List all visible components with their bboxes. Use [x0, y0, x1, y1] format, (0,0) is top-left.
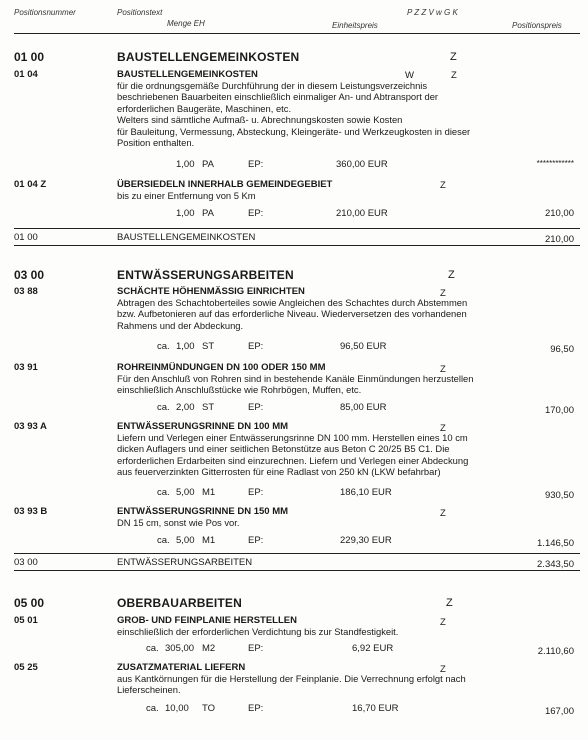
position-total: 2.110,60	[537, 646, 574, 657]
unit-price: 16,70 EUR	[352, 703, 399, 714]
position-number: 01 04 Z	[14, 179, 47, 190]
unit: ST	[202, 341, 215, 352]
ca-label: ca.	[146, 703, 159, 714]
quantity: 1,00	[176, 208, 195, 219]
header-pos-nr: Positionsnummer	[14, 8, 76, 17]
sum-line-bottom	[14, 245, 580, 246]
ep-label: EP:	[248, 535, 264, 546]
position-number: 03 91	[14, 362, 38, 373]
section-number: 05 00	[14, 596, 45, 610]
position-description: aus Kantkörnungen für die Herstellung der Feinplanie. Die Verrechnung erfolgt nach Lieferscheinen.	[117, 673, 466, 696]
position-title: ENTWÄSSERUNGSRINNE DN 150 MM	[117, 506, 289, 517]
unit: PA	[202, 208, 214, 219]
header-pos-text: Positionstext	[117, 8, 163, 17]
position-total: 96,50	[550, 344, 574, 355]
quantity: 305,00	[165, 643, 195, 654]
position-title: ENTWÄSSERUNGSRINNE DN 100 MM	[117, 421, 289, 432]
ca-label: ca.	[146, 643, 159, 654]
header-codes: P Z Z V w G K	[407, 8, 458, 17]
unit: TO	[202, 703, 216, 714]
ep-label: EP:	[248, 159, 264, 170]
position-total: 167,00	[544, 706, 574, 717]
z-code: Z	[448, 269, 455, 281]
section-number: 03 00	[14, 268, 45, 282]
section-sum-label: ENTWÄSSERUNGSARBEITEN	[117, 557, 253, 568]
position-title: ROHREINMÜNDUNGEN DN 100 ODER 150 MM	[117, 362, 326, 373]
ca-label: ca.	[157, 535, 170, 546]
position-description: für die ordnungsgemäße Durchführung der in diesem Leistungsverzeichnis beschriebenen Bauarbeiten einschließlich einmaliger An- und Abtransport der erforderlichen Baugeräte, Maschinen, etc. Welters sind sämtliche Aufmaß- u. Abrechnungskosten sowie Kosten für Bauleitung, Vermessung, Absteckung, Kleingeräte- und Werkzeugkosten in dieser Position enthalten.	[117, 80, 471, 149]
position-title: BAUSTELLENGEMEINKOSTEN	[117, 69, 258, 80]
z-code: Z	[446, 597, 453, 609]
sum-line-bottom	[14, 570, 580, 571]
position-title: SCHÄCHTE HÖHENMÄSSIG EINRICHTEN	[117, 286, 305, 297]
z-code: Z	[440, 664, 446, 675]
quantity: 10,00	[165, 703, 189, 714]
position-total: 170,00	[544, 405, 574, 416]
ca-label: ca.	[157, 341, 170, 352]
z-code: Z	[450, 51, 457, 63]
section-sum-total: 210,00	[544, 234, 574, 245]
quantity: 1,00	[176, 341, 195, 352]
position-number: 05 01	[14, 615, 38, 626]
unit-price: 229,30 EUR	[340, 535, 392, 546]
unit-price: 6,92 EUR	[352, 643, 394, 654]
unit-price: 360,00 EUR	[336, 159, 388, 170]
ep-label: EP:	[248, 402, 264, 413]
unit: M2	[202, 643, 216, 654]
section-title: OBERBAUARBEITEN	[117, 596, 243, 610]
position-description: Abtragen des Schachtoberteiles sowie Angleichen des Schachtes durch Abstemmen bzw. Aufbetonieren auf das erforderliche Niveau. Wiederversetzen des vorhandenen Rahmens und der Abdeckung.	[117, 297, 468, 331]
section-sum-total: 2.343,50	[537, 559, 574, 570]
position-description: Liefern und Verlegen einer Entwässerungsrinne DN 100 mm. Herstellen eines 10 cm dicken Auflagers und einer seitlichen Betonstütze aus Beton C 20/25 B5 C1. Die erforderlichen Erdarbeiten sind einzurechnen. Liefern und Verlegen einer Abdeckung aus feuerverzinkten Gitterrosten für eine Radlast von 250 kN (LKW befahrbar)	[117, 432, 469, 478]
section-number: 01 00	[14, 50, 45, 64]
section-title: ENTWÄSSERUNGSARBEITEN	[117, 268, 294, 282]
position-number: 03 88	[14, 286, 38, 297]
z-code: Z	[440, 364, 446, 375]
unit: M1	[202, 535, 216, 546]
section-title: BAUSTELLENGEMEINKOSTEN	[117, 50, 300, 64]
ep-label: EP:	[248, 208, 264, 219]
position-number: 01 04	[14, 69, 38, 80]
ep-label: EP:	[248, 703, 264, 714]
header-pos-preis: Positionspreis	[512, 21, 562, 30]
ep-label: EP:	[248, 341, 264, 352]
position-total: 1.146,50	[537, 538, 574, 549]
w-code: W	[405, 70, 414, 81]
quantity: 5,00	[176, 535, 195, 546]
header-menge-eh: Menge EH	[167, 19, 205, 28]
position-number: 03 93 B	[14, 506, 48, 517]
ca-label: ca.	[157, 487, 170, 498]
unit-price: 85,00 EUR	[340, 402, 387, 413]
quantity: 2,00	[176, 402, 195, 413]
position-title: GROB- UND FEINPLANIE HERSTELLEN	[117, 615, 297, 626]
ep-label: EP:	[248, 487, 264, 498]
z-code: Z	[440, 617, 446, 628]
position-description: bis zu einer Entfernung von 5 Km	[117, 190, 256, 201]
position-description: DN 15 cm, sonst wie Pos vor.	[117, 517, 240, 528]
position-total: 930,50	[544, 490, 574, 501]
section-sum-number: 03 00	[14, 557, 38, 568]
header-ep: Einheitspreis	[332, 21, 378, 30]
z-code: Z	[440, 508, 446, 519]
section-sum-number: 01 00	[14, 232, 38, 243]
position-total: 210,00	[544, 208, 574, 219]
ep-label: EP:	[248, 643, 264, 654]
header-divider	[14, 33, 580, 34]
position-description: Für den Anschluß von Rohren sind in bestehende Kanäle Einmündungen herzustellen einschließlich Anschlußstücke wie Rohrbögen, Muffen, etc.	[117, 373, 474, 396]
quantity: 1,00	[176, 159, 195, 170]
position-number: 03 93 A	[14, 421, 47, 432]
position-description: einschließlich der erforderlichen Verdichtung bis zur Standfestigkeit.	[117, 626, 399, 637]
unit-price: 210,00 EUR	[336, 208, 388, 219]
z-code: Z	[440, 180, 446, 191]
position-total: ************	[536, 159, 574, 168]
unit: ST	[202, 402, 215, 413]
sum-line-top	[14, 553, 580, 554]
z-code: Z	[440, 288, 446, 299]
z-code: Z	[440, 423, 446, 434]
sum-line-top	[14, 228, 580, 229]
quantity: 5,00	[176, 487, 195, 498]
unit-price: 96,50 EUR	[340, 341, 387, 352]
unit: PA	[202, 159, 214, 170]
position-number: 05 25	[14, 662, 38, 673]
position-title: ÜBERSIEDELN INNERHALB GEMEINDEGEBIET	[117, 179, 333, 190]
section-sum-label: BAUSTELLENGEMEINKOSTEN	[117, 232, 256, 243]
z-code: Z	[451, 70, 457, 81]
ca-label: ca.	[157, 402, 170, 413]
unit: M1	[202, 487, 216, 498]
position-title: ZUSATZMATERIAL LIEFERN	[117, 662, 246, 673]
unit-price: 186,10 EUR	[340, 487, 392, 498]
